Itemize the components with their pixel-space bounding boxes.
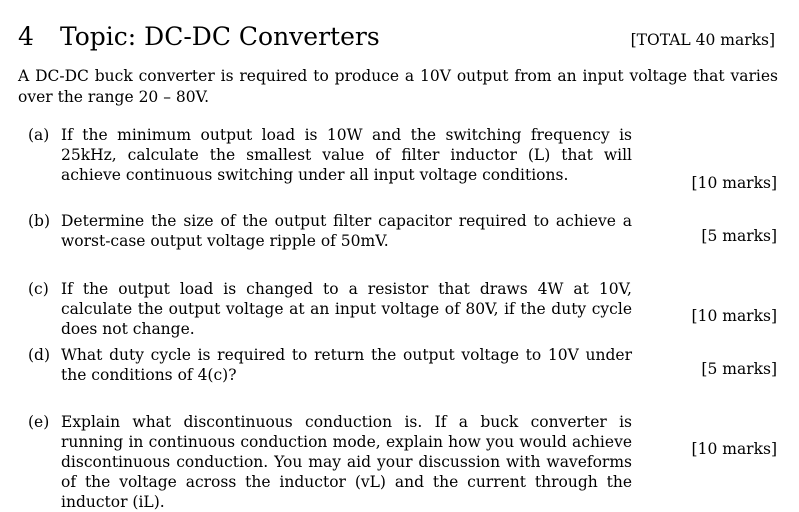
part-marks: [10 marks] bbox=[691, 440, 777, 458]
part-marks: [5 marks] bbox=[701, 227, 777, 245]
part-label: (d) bbox=[28, 346, 51, 364]
question-heading bbox=[18, 22, 380, 51]
part-d bbox=[28, 345, 632, 385]
part-text: If the minimum output load is 10W and the switching frequency is 25kHz, calculate the smallest value of filter inductor (L) that will achieve continuous switching under all input voltage conditions. bbox=[61, 126, 632, 184]
part-c bbox=[28, 279, 632, 339]
total-marks: [TOTAL 40 marks] bbox=[630, 31, 775, 49]
part-b bbox=[28, 211, 632, 251]
part-marks: [10 marks] bbox=[691, 174, 777, 192]
part-label: (c) bbox=[28, 280, 49, 298]
part-label: (b) bbox=[28, 212, 51, 230]
part-e bbox=[28, 412, 632, 512]
intro-text: A DC-DC buck converter is required to produce a 10V output from an input voltage that varies over the range 20 – 80V. bbox=[18, 67, 778, 106]
part-text: What duty cycle is required to return the output voltage to 10V under the conditions of 4(c)? bbox=[61, 346, 632, 384]
part-text: If the output load is changed to a resistor that draws 4W at 10V, calculate the output voltage at an input voltage of 80V, if the duty cycle does not change. bbox=[61, 280, 632, 338]
part-label: (a) bbox=[28, 126, 50, 144]
part-text: Determine the size of the output filter capacitor required to achieve a worst-case output voltage ripple of 50mV. bbox=[61, 212, 632, 250]
question-number: 4 bbox=[18, 22, 34, 51]
part-marks: [10 marks] bbox=[691, 307, 777, 325]
part-label: (e) bbox=[28, 413, 50, 431]
question-title: Topic: DC-DC Converters bbox=[60, 22, 380, 51]
part-a bbox=[28, 125, 632, 185]
part-marks: [5 marks] bbox=[701, 360, 777, 378]
part-text: Explain what discontinuous conduction is. If a buck converter is running in continuous conduction mode, explain how you would achieve discontinuous conduction. You may aid your discussion with waveforms of the voltage across the inductor (vL) and the current through the inductor (iL). bbox=[61, 413, 632, 511]
